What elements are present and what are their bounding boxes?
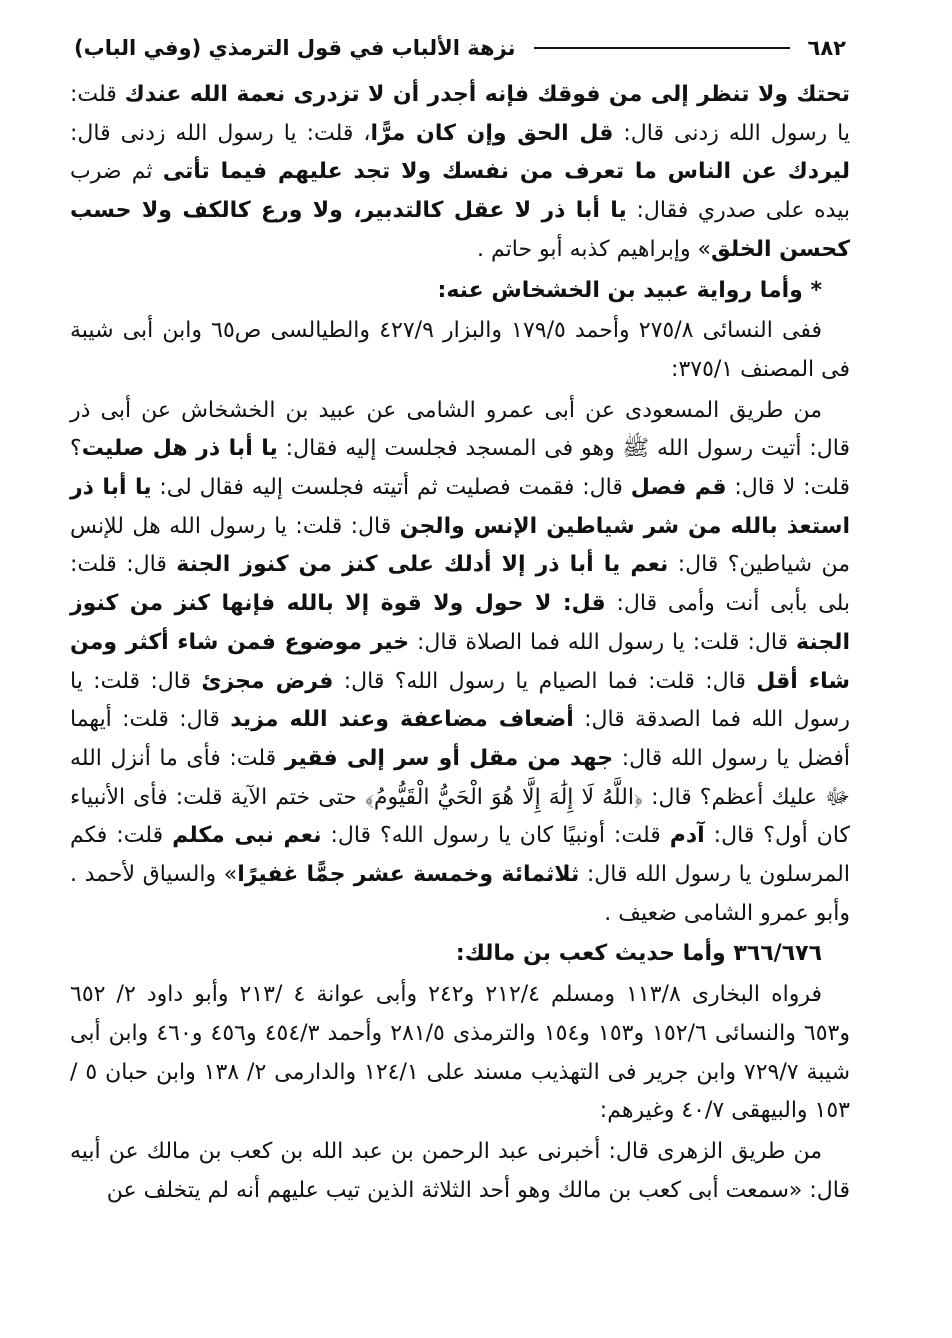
- commentary-text: قلت: فأى ما أنزل الله ﷻ عليك أعظم؟ قال: ﴿اللَّهُ لَا إِلَٰهَ إِلَّا هُوَ الْحَيُّ الْقَيُّومُ﴾ حتى ختم الآية قلت: فأى الأنبياء كان أول؟ قال:: [70, 745, 850, 849]
- commentary-text: قال: قلت: يا رسول الله فما الصلاة قال:: [409, 629, 796, 655]
- commentary-text: ففى النسائى ٢٧٥/٨ وأحمد ١٧٩/٥ والبزار ٤٢٧/٩ والطيالسى ص٦٥ وابن أبى شيبة فى المصنف ٣٧٥/١:: [70, 318, 850, 382]
- hadith-text: ٣٦٦/٦٧٦ وأما حديث كعب بن مالك:: [455, 941, 822, 967]
- header-rule: [534, 47, 790, 49]
- section-heading: [70, 272, 850, 311]
- hadith-text: نعم يا أبا ذر إلا أدلك على كنز من كنوز الجنة: [176, 552, 669, 578]
- commentary-text: قال: قلت: يا رسول الله هل للإنس من شياطين؟ قال:: [70, 513, 851, 578]
- hadith-text: نعم نبى مكلم: [172, 823, 322, 849]
- paragraph: [70, 392, 850, 934]
- commentary-text: » وإبراهيم كذبه أبو حاتم .: [477, 236, 712, 262]
- commentary-text: فرواه البخارى ١١٣/٨ ومسلم ٢١٢/٤ و٢٤٢ وأبى عوانة ٤ /٢١٣ وأبو داود ٢/ ٦٥٢ و٦٥٣ والنسائى ١٥٢/٦ و١٥٣ و١٥٤ والترمذى ٢٨١/٥ وأحمد ٤٥٤/٣ و٤٥٦ و٤٦٠ وابن أبى شيبة ٧٢٩/٧ وابن جرير فى التهذيب مسند على ١٢٤/١ والدارمى ٢/ ١٣٨ وابن حبان ٥ /١٥٣ والبيهقى ٤٠/٧ وغيرهم:: [70, 982, 851, 1124]
- running-title: نزهة الألباب في قول الترمذي (وفي الباب): [74, 36, 516, 60]
- paragraph: [70, 976, 850, 1131]
- paragraph: [70, 1133, 850, 1210]
- hadith-text: يا أبا ذر لا عقل كالتدبير، ولا ورع كالكف ولا حسب كحسن الخلق: [70, 198, 850, 262]
- paragraph: [70, 76, 850, 270]
- commentary-text: قال: قلت: فما الصيام يا رسول الله؟ قال:: [333, 668, 757, 694]
- commentary-text: قال: فقمت فصليت ثم أتيته فجلست إليه فقال لى:: [151, 475, 631, 501]
- running-header: [70, 28, 850, 68]
- page-number: ٦٨٢: [807, 36, 846, 60]
- hadith-text: آدم: [669, 823, 705, 849]
- hadith-text: قل الحق وإن كان مرًّا: [370, 120, 614, 146]
- hadith-text: * وأما رواية عبيد بن الخشخاش عنه:: [437, 277, 822, 303]
- commentary-text: من طريق المسعودى عن أبى عمرو الشامى عن عبيد بن الخشخاش عن أبى ذر قال: أتيت رسول الله ﷺ وهو فى المسجد فجلست إليه فقال:: [70, 397, 850, 462]
- commentary-text: قال: قلت: أيهما أفضل يا رسول الله قال:: [70, 707, 850, 771]
- hadith-text: يا أبا ذر استعذ بالله من شر شياطين الإنس والجن: [70, 475, 850, 539]
- commentary-text: ، قلت: يا رسول الله زدنى قال:: [70, 120, 371, 146]
- page-body: [70, 76, 850, 1210]
- hadith-text: أضعاف مضاعفة وعند الله مزيد: [230, 707, 574, 733]
- commentary-text: من طريق الزهرى قال: أخبرنى عبد الرحمن بن عبد الله بن كعب بن مالك عن أبيه قال: «سمعت أبى كعب بن مالك وهو أحد الثلاثة الذين تيب عليهم أنه لم يتخلف عن: [70, 1138, 850, 1203]
- commentary-text: قلت: أونبيًا كان يا رسول الله؟ قال:: [321, 823, 670, 849]
- commentary-text: قلت: يا رسول الله زدنى قال:: [70, 82, 851, 146]
- commentary-text: قلت: فكم المرسلون يا رسول الله قال:: [70, 823, 850, 888]
- hadith-text: خير موضوع فمن شاء أكثر ومن شاء أقل: [70, 629, 850, 694]
- hadith-text: قل: لا حول ولا قوة إلا بالله فإنها كنز من كنوز الجنة: [70, 591, 850, 655]
- hadith-text: ليردك عن الناس ما تعرف من نفسك ولا تجد عليهم فيما تأتى: [162, 159, 850, 185]
- hadith-text: تحتك ولا تنظر إلى من فوقك فإنه أجدر أن لا تزدرى نعمة الله عندك: [124, 82, 850, 107]
- book-page: [70, 28, 850, 1318]
- hadith-text: فرض مجزئ: [201, 668, 334, 694]
- commentary-text: قال: قلت: يا رسول الله فما الصدقة قال:: [70, 668, 850, 733]
- commentary-text: » والسياق لأحمد . وأبو عمرو الشامى ضعيف .: [70, 862, 850, 926]
- hadith-text: جهد من مقل أو سر إلى فقير: [284, 745, 614, 771]
- hadith-text: يا أبا ذر هل صليت: [81, 436, 278, 462]
- commentary-text: ؟ قلت: لا قال:: [70, 436, 850, 501]
- commentary-text: ثم ضرب بيده على صدري فقال:: [70, 159, 850, 224]
- commentary-text: قال: قلت: بلى بأبى أنت وأمى قال:: [70, 552, 850, 617]
- hadith-text: ثلاثمائة وخمسة عشر جمًّا غفيرًا: [237, 862, 580, 888]
- paragraph: [70, 312, 850, 389]
- hadith-text: قم فصل: [630, 475, 727, 501]
- section-heading: [70, 935, 850, 974]
